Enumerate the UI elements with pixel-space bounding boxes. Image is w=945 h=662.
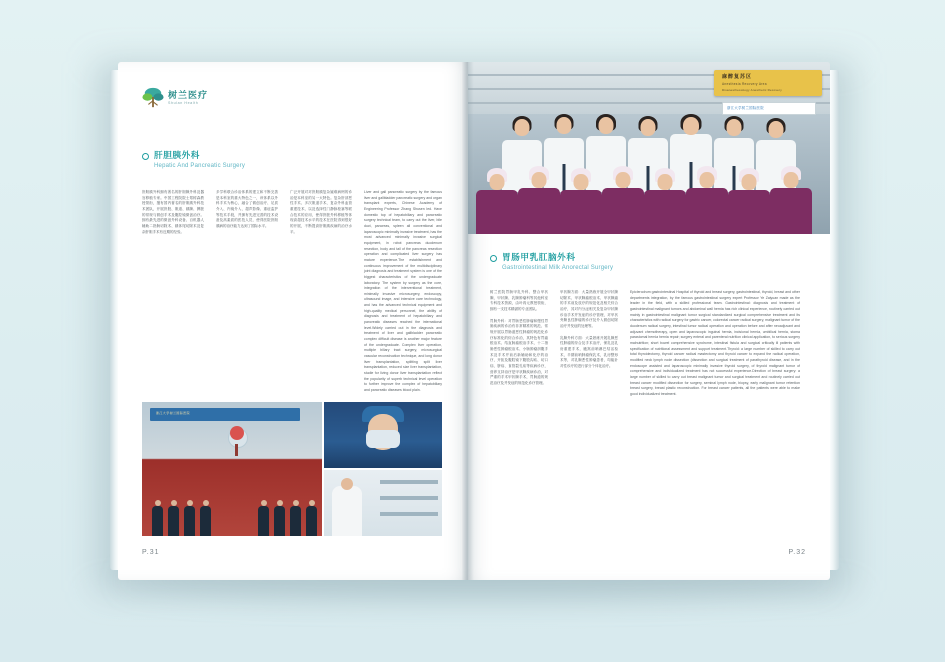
sign-subtitle: Disanesthesiology Anesthetic Recovery	[722, 88, 782, 92]
right-section-title-cn: 胃肠甲乳肛脑外科	[502, 252, 576, 262]
page-edge-right	[829, 70, 839, 570]
brand-name-cn: 树兰医疗	[168, 89, 209, 100]
sign-title-cn: 麻醉复苏区	[722, 74, 753, 80]
right-page-columns	[490, 290, 808, 397]
right-section-title-en: Gastrointestinal Milk Anorectal Surgery	[502, 264, 614, 271]
left-section-title-en: Hepatic And Pancreatic Surgery	[154, 162, 246, 169]
right-column-1b: 胃肠外科：对胃肠恶性肿瘤和慢性胃肠疾病的诊治有非常精准的规范、常规开展以胃肠道恶性肿瘤的规范化诊疗标准化的综合诊治，其特色有胃癌根治术、结直肠癌根治手术、十二指肠恶性肿瘤根治术、小肠肿瘤剖腹手术及手术并前后新辅助和化疗的治疗，开拓及腹腔镜下腹股沟疝、切口疝、脐疝、食管裂孔疝等疾病诊疗，营养支持治疗是甲状腺疾病诊治，对严重的手术甲状腺手术，胃肠道的规范治疗及并发症的规范化诊疗管理。	[490, 318, 548, 385]
team-member-nurse	[686, 166, 728, 234]
tree-logo-icon	[142, 86, 164, 110]
left-page-number: P.31	[142, 549, 160, 556]
team-member-nurse	[644, 166, 686, 234]
left-column-2: 多学科联合诊治体系的建立和不断完善是本科室的重大特色之一，该体系以外科手术为核心，融合了微创治疗、足质介入、内镜介入、超声影像、重症监护等技术手段，并拥有先进完善的技术设备及高素质的医技人员，使得医院肝胆胰病的治疗能力达到了国际水平。	[216, 190, 278, 228]
team-front-row	[468, 166, 830, 234]
right-page	[468, 62, 830, 580]
left-page-columns	[142, 190, 444, 394]
brand-logo	[142, 86, 208, 110]
left-column-1: 肝胆胰外科拥有著名的肝胆腺外科及器官移植专家。中国工程院院士郑树森教授领衔，擅有国内著名的肝胆胰外科技术团队，开展肝脏、胆道、胰腺、脾脏的常规与微创手术及腹腔镜微创治疗。拥有最先进的微创外科设备、百机器人辅助二指肠切除术、胰体尾切除术及复杂肝胆手术有近期的经验。	[142, 190, 204, 234]
team-member-nurse	[518, 166, 560, 234]
lab-staff-figure	[332, 486, 362, 536]
ceremony-photo	[142, 402, 322, 536]
right-column-1a: 树兰医院胃肠甲乳外科、整合甲状腺、甲状腺、乳腺肿瘤科等其他科室专科技术资源，由叶再元教授领衔，拥有一支技术精湛的专业团队。	[490, 290, 548, 311]
face-mask-icon	[366, 430, 400, 448]
right-column-2a: 甲状腺方面：大量熟练开展全甲状腺切除术、甲状腺癌根治术、甲状腺癌的手术前及放疗的规范化及相关综合治疗，其对内分泌相关及复杂甲状腺诊治手术并发症的诊疗管理，对甲状旁腺良性肿瘤的诊疗及介入微创切除治疗并发症的处理等。	[560, 290, 618, 328]
team-member-nurse	[476, 166, 518, 234]
medical-team-group-photo	[468, 62, 830, 234]
sign-title-en: Anesthesia Recovery Area	[722, 82, 767, 86]
circle-bullet-icon	[490, 255, 497, 262]
left-column-3: 广泛开展对对肝胆胰复杂疑难病例的诊治是本科室的另一大特色。复杂肝部恶性手术、多次胆道手术、复杂外科血管重建技术、以及选择性门静脉栓塞等联合技术的应用，使得肝脏外科移植等体现高超技术水平的技术在医院得到很好的开展，不断提高肝胆胰疾病的治疗水平。	[290, 190, 352, 234]
hospital-wall-sign-text: 浙江大学树兰国际医院	[727, 106, 764, 110]
right-section-heading	[490, 252, 613, 273]
laboratory-photo	[324, 470, 442, 536]
right-page-number: P.32	[788, 549, 806, 556]
team-member-nurse	[770, 166, 812, 234]
red-ball-prop	[230, 426, 244, 440]
surgeon-portrait-photo	[324, 402, 442, 468]
left-column-english: Liver and gall pancreatic surgery by the famous liver and gallbladder pancreatic surgery and organ transplant experts, Chinese Academy of Engineering Professor Zhang Shusen led. Have domestic top of hepatobiliary and pancreatic surgery technical team, to carry out the liver, bile duct, pancreas, spleen all conventional and laparoscopic minimally invasive treatment, has the most advanced minimally invasive surgical equipment, in robot pancreas duodenum resection, body and tail of the pancreas resection operation and complicated liver surgery has mature experience.The establishment and continuous improvement of the multidisciplinary joint diagnosis and treatment system is one of the biggest characteristics of the undergraduate laboratory. The system by surgery as the core, integration of the interventional treatment, minimally invasive microsurgery, endoscopy, ultrasound image, and intensive care technology, and has the advanced technical equipment and high-quality medical personnel, the ability of diagnosis and treatment of hepatobiliary and pancreatic diseases reached the international level.Widely carried out in the diagnosis and treatment of liver and gallbladder pancreatic complex difficult disease is another major feature of the undergraduate. Complex liver operation, multiple biliary tract surgery, microsurgical vascular reconstruction technique, and long donor liver transplantation, splitting split liver transplantation, reduced size liver transplantation, studie for living donor liver transplantation reflect the popularity of superb technical level operation to further improve the complex of hepatobiliary and pancreatic diseases blood plain.	[364, 190, 443, 392]
right-column-2b: 乳腺外科方面：大量熟练开展乳腺恶性肿瘤的综合及手术治疗，保乳及乳房重建手术，腋窝前哨淋巴结活检术，半期前哨肿瘤保乳术，乳房整形术等，对乳腺恶性肿瘤患者，均能针对性诊疗的进行部分个体化治疗。	[560, 335, 618, 368]
brand-name-en: Shulan Health	[168, 100, 199, 105]
ball-stand	[235, 444, 238, 456]
team-member-nurse	[560, 166, 602, 234]
ceremony-people	[142, 502, 322, 536]
left-page	[118, 62, 468, 580]
right-column-english: Epiclerodrum gastrointestinal Hospital of thyroid and breast surgery, gastrointestinal, thyroid, breast and other departments integration, by the famous gastrointestinal surgery expert Professor Ye Zaiyuan made as the leader in the field, with a skilled professional team. Gastrointestinal: diagnosis and treatment of gastrointestinal malignant tumors and abdominal wall hernia has rich clinical experience, routinely carried out mainly in gastrointestinal malignant tumor surgical standardized surgical comprehensive treatment and its characteristics with radical surgery for gastric cancer, colorectal cancer radical surgery, malignant tumor of the duodenum radical surgery, intestinal tumor radical operation and operation before and after neoadjuvant and adjuvant chemotherapy, open and laparoscopic inguinal hernia, incisional hernia, umbilical hernia, stoma parastomal hernia hernia repair; surgery enteral and parenteral nutrition clinical application, to serious surgery malnutrition; short bowel comprehensive syndrome, intestinal fistula and surgical critically ill patients with specification of nutritional assessment and support treatment.Thyroid: a large number of skilled to carry out total thyroidectomy, thyroid cancer radical mastectomy and thyroid cancer to expand the radical operation, modified neck lymph node dissection (dissection and surgical treatment of parathyroid disease, and in the endoscope assisted and laparoscopic minimally invasive thyroid surgery, of thyroid malignant tumor of comprehensive and individualized treatment has not successful experience.Direction of breast surgery: a large number of skilled to carry out breast malignant tumor and surgical treatment and routinely carried out breast cancer modified dissection for surgery, seminal lymph node, biopsy, early malignant tumor retention breast surgery, breast plastic reconstruction. For breast cancer patients, all the patients were able to make good individualized treatment.	[630, 290, 800, 396]
circle-bullet-icon	[142, 153, 149, 160]
left-section-heading	[142, 150, 245, 171]
book-spine	[462, 62, 474, 580]
left-section-title-cn: 肝胆胰外科	[154, 150, 200, 160]
left-photo-collage	[142, 402, 444, 536]
team-member-nurse	[602, 166, 644, 234]
team-member-nurse	[728, 166, 770, 234]
anesthesia-recovery-sign	[714, 70, 822, 96]
ceremony-banner-text: 浙江大学树兰国际医院	[156, 411, 191, 415]
